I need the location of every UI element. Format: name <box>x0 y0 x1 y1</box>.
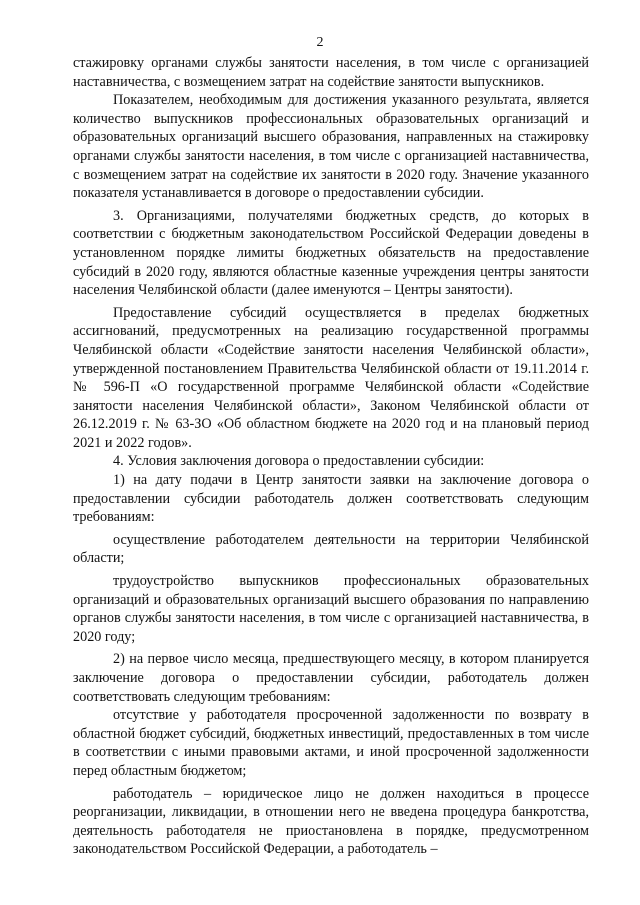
paragraph-requirement-no-debt: отсутствие у работодателя просроченной задолженности по возврату в областной бюджет субсидий, бюджетных инвестиций, предоставленных в том числе в соответствии с иными правовыми актами, и иной просроченной задолженности перед областным бюджетом; <box>73 707 589 779</box>
document-body <box>73 54 589 859</box>
paragraph-requirement-employment: трудоустройство выпускников профессиональных образовательных организаций и образовательных организаций высшего образования по направлению органов службы занятости населения, в том числе с организацией наставничества, в 2020 году; <box>73 573 589 645</box>
page-number: 2 <box>316 35 324 50</box>
paragraph-4-conditions: 4. Условия заключения договора о предоставлении субсидии: <box>113 453 485 470</box>
paragraph-condition-2: 2) на первое число месяца, предшествующего месяцу, в котором планируется заключение договора о предоставлении субсидии, работодатель должен соответствовать следующим требованиям: <box>73 651 589 705</box>
paragraph-requirement-legal-entity: работодатель – юридическое лицо не должен находиться в процессе реорганизации, ликвидации, в отношении него не введена процедура банкротства, деятельность работодателя не приостановлена в порядке, предусмотренном законодательством Российской Федерации, а работодатель – <box>73 785 589 858</box>
paragraph-subsidy-provision: Предоставление субсидий осуществляется в пределах бюджетных ассигнований, предусмотренных на реализацию государственной программы Челябинской области «Содействие занятости населения Челябинской области», утвержденной постановлением Правительства Челябинской области от 19.11.2014 г. № 596-П «О государственной программе Челябинской области «Содействие занятости населения Челябинской области», Законом Челябинской области от 26.12.2019 г. № 63-ЗО «Об областном бюджете на 2020 год и на плановый период 2021 и 2022 годов». <box>73 304 589 451</box>
paragraph-requirement-territory: осуществление работодателем деятельности на территории Челябинской области; <box>73 531 589 567</box>
paragraph-continuation: стажировку органами службы занятости населения, в том числе с организацией наставничества, с возмещением затрат на содействие занятости выпускников. <box>73 55 589 90</box>
paragraph-condition-1: 1) на дату подачи в Центр занятости заявки на заключение договора о предоставлении субсидии работодатель должен соответствовать следующим требованиям: <box>73 472 589 526</box>
paragraph-3-organizations: 3. Организациями, получателями бюджетных средств, до которых в соответствии с бюджетным законодательством Российской Федерации доведены в установленном порядке лимиты бюджетных обязательств на предоставление субсидий в 2020 году, являются областные казенные учреждения центры занятости населения Челябинской области (далее именуются – Центры занятости). <box>73 207 589 299</box>
paragraph-indicator: Показателем, необходимым для достижения указанного результата, является количество выпускников профессиональных образовательных организаций и образовательных организаций высшего образования, направленных на стажировку органами службы занятости населения, в том числе с организацией наставничества, с возмещением затрат на содействие их занятости в 2020 году. Значение указанного показателя устанавливается в договоре о предоставлении субсидии. <box>73 92 589 202</box>
